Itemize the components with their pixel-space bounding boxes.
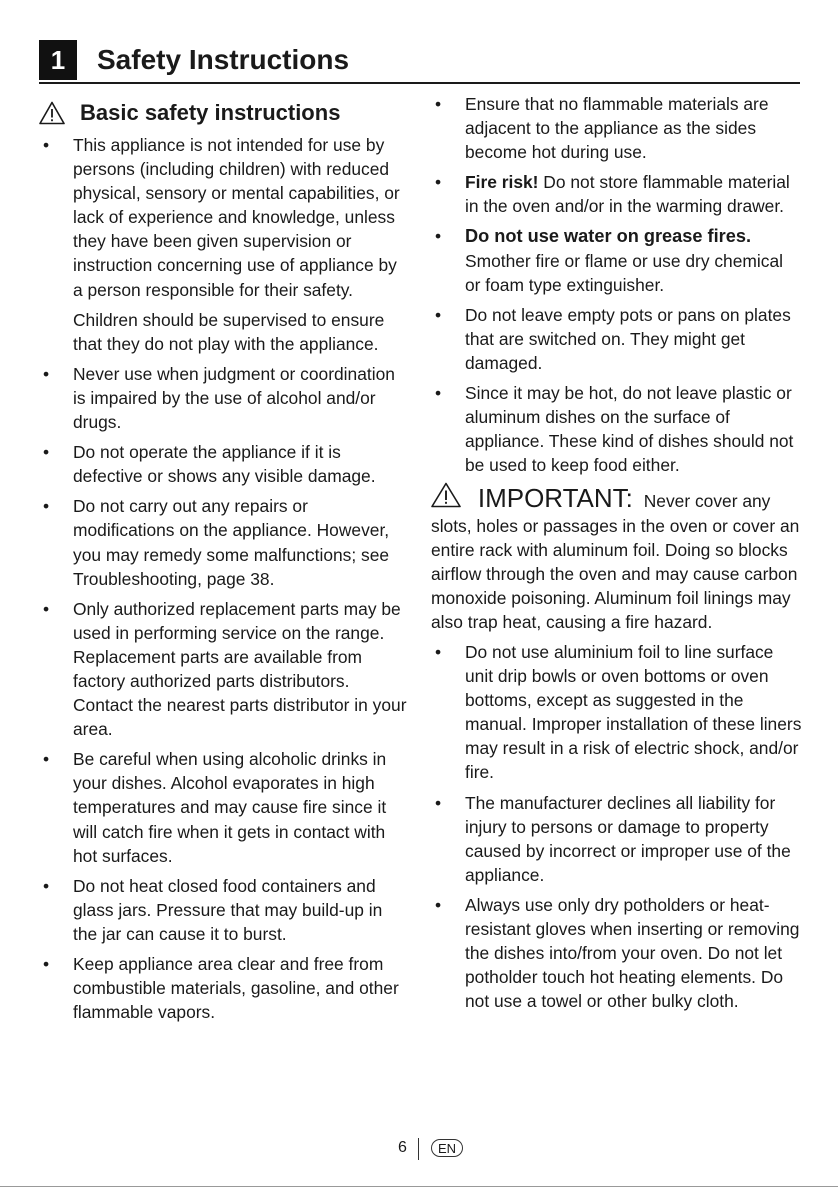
list-item [431,224,803,296]
list-item-text: Never use when judgment or coordination is impaired by the use of alcohol and/or drugs. [73,363,395,433]
list-item [431,893,803,1013]
list-item [39,440,407,488]
list-item [431,92,803,164]
list-item-body: Do not use aluminium foil to line surface unit drip bowls or oven bottoms or oven bottoms, except as suggested in the manual. Improper installation of these liners may result in a risk of electric shock, and/or fire. [465,641,802,783]
bullet-icon: • [42,598,50,619]
list-item-text: This appliance is not intended for use by persons (including children) with reduced physical, sensory or mental capabilities, or lack of experience and knowledge, unless they have been given supervision or instruction concerning use of appliance by a person responsible for their safety. [73,135,400,300]
list-item-text [465,224,803,296]
section-title: Basic safety instructions [80,99,341,125]
bullet-icon: • [42,875,50,896]
list-item-text: Keep appliance area clear and free from combustible materials, gasoline, and other flammable vapors. [73,954,399,1023]
bullet-icon: • [434,94,442,114]
list-item [39,952,407,1024]
section-heading [39,96,407,130]
list-item-text [465,791,803,887]
warning-triangle-icon [431,482,461,508]
bullet-icon: • [434,304,442,325]
bullet-icon: • [434,641,442,662]
important-label: IMPORTANT: [477,483,633,514]
bullet-icon: • [42,363,50,384]
chapter-number: 1 [39,40,77,80]
right-bullet-list-top [431,92,803,477]
list-item-text: Children should be supervised to ensure that they do not play with the appliance. [73,309,385,354]
bullet-icon: • [434,172,442,193]
list-item-text: Only authorized replacement parts may be used in performing service on the range. Replacement parts are available from factory authorized parts distributors. Contact the nearest parts distributor in your area. [73,598,407,740]
important-paragraph [431,483,803,634]
bullet-icon: • [42,954,50,974]
list-item-text [465,92,803,164]
warning-triangle-icon [39,101,65,125]
list-item [431,303,803,375]
footer-divider [418,1138,419,1160]
chapter-title: Safety Instructions [97,44,350,75]
important-notice [431,483,803,634]
right-bullet-list-bottom [431,640,803,1013]
left-bullet-list [39,133,407,1024]
list-item-text: Be careful when using alcoholic drinks in your dishes. Alcohol evaporates in high temperatures and may cause fire since it will catch fire when it gets in contact with hot surfaces. [73,749,387,866]
bullet-icon: • [434,894,442,915]
right-column [431,92,803,1019]
list-item-body: Do not store flammable material in the oven and/or in the warming drawer. [465,172,790,217]
bullet-icon: • [42,135,50,155]
list-item [39,747,407,867]
list-item-text: Do not operate the appliance if it is defective or shows any visible damage. [73,442,376,487]
list-item [431,381,803,477]
list-item [39,597,407,742]
bullet-icon: • [42,442,50,463]
bottom-rule [0,1186,838,1187]
language-badge: EN [431,1139,463,1157]
list-item-body: Ensure that no flammable materials are adjacent to the appliance as the sides become hot during use. [465,94,769,163]
bullet-icon: • [434,226,442,247]
page-footer [0,1138,838,1158]
list-item [39,362,407,434]
list-item-body: The manufacturer declines all liability for injury to persons or damage to property caused by incorrect or improper use of the appliance. [465,792,791,885]
list-item-body: Since it may be hot, do not leave plastic or aluminum dishes on the surface of appliance. These kind of dishes should not be used to keep food either. [465,383,794,476]
important-text: Never cover any slots, holes or passages in the oven or cover an entire rack with aluminum foil. Doing so blocks airflow through the oven and may cause carbon monoxide poisoning. Aluminum foil linings may also trap heat, causing a fire hazard. [431,491,800,632]
list-item [39,133,407,356]
list-item [431,640,803,785]
list-item [431,791,803,887]
bullet-icon: • [434,792,442,813]
list-item-body: Smother fire or flame or use dry chemical or foam type extinguisher. [465,250,783,295]
list-item-lead: Fire risk! [465,172,539,193]
list-item-text [465,381,803,477]
list-item-body: Always use only dry potholders or heat-resistant gloves when inserting or removing the dishes into/from your oven. Do not let potholder touch hot heating elements. Do not use a towel or other bulky cloth. [465,894,800,1012]
chapter-header [39,40,800,84]
list-item-text: Do not heat closed food containers and glass jars. Pressure that may build-up in the jar can cause it to burst. [73,875,383,944]
list-item-text [465,640,803,785]
list-item-text [465,170,803,218]
list-item [431,170,803,218]
list-item [39,874,407,946]
bullet-icon: • [42,496,50,517]
bullet-icon: • [434,383,442,404]
page-number: 6 [398,1139,407,1156]
left-column [39,96,407,1030]
list-item-lead: Do not use water on grease fires. [465,226,752,247]
list-item-body: Do not leave empty pots or pans on plates that are switched on. They might get damaged. [465,304,791,373]
bullet-icon: • [42,749,50,770]
list-item [39,494,407,590]
list-item-text [465,893,803,1013]
list-item-text [465,303,803,375]
list-item-text: Do not carry out any repairs or modifications on the appliance. However, you may remedy some malfunctions; see Troubleshooting, page 38. [73,496,390,589]
